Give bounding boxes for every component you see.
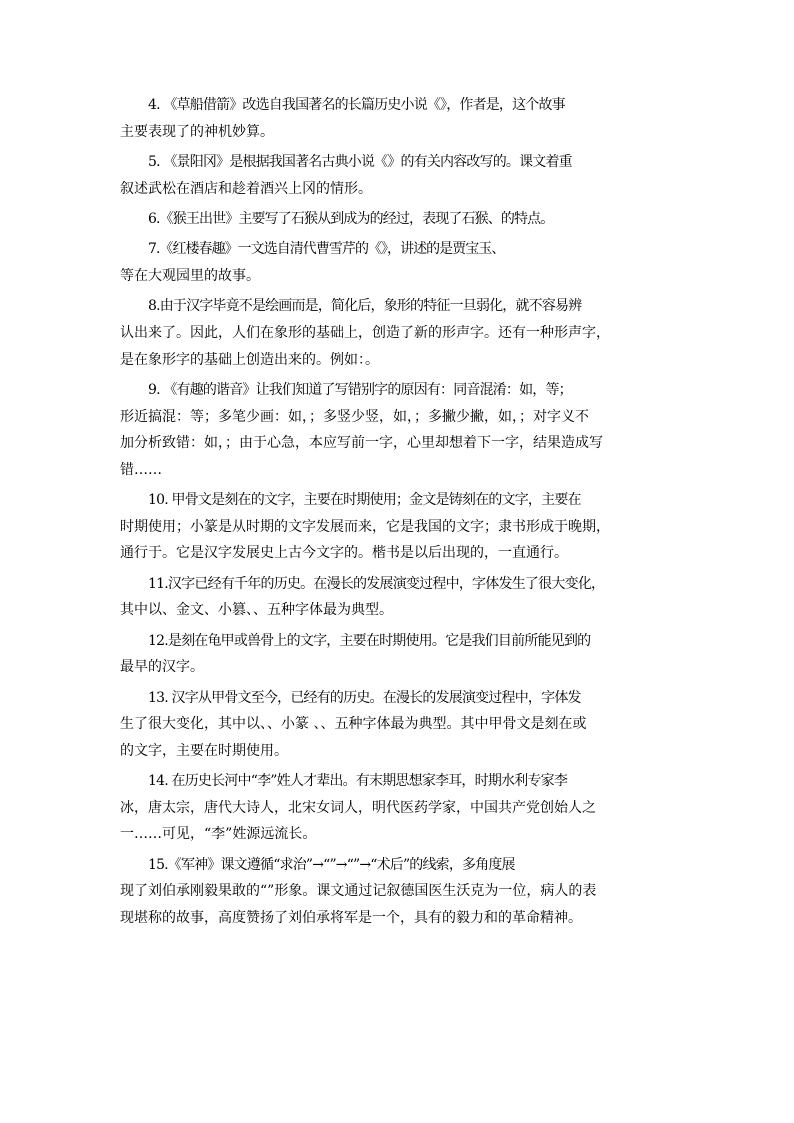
question-item-10 [120,487,676,567]
question-line: 13. 汉字从甲骨文至今，已经有的历史。在漫长的发展演变过程中，字体发 [148,689,581,706]
question-line: 一……可见，“李”姓源远流长。 [120,826,317,843]
question-line: 形近搞混：等；多笔少画：如，；多竖少竖，如，；多撇少撇，如，；对字义不 [120,408,589,425]
question-line: 通行于。它是汉字发展史上古今文字的。楷书是以后出现的，一直通行。 [120,545,568,562]
question-item-14 [120,768,676,848]
question-line: 5. 《景阳冈》是根据我国著名古典小说《》的有关内容改写的。课文着重 [148,153,572,170]
question-line: 其中以、金文、小篡、、五种字体最为典型。 [120,602,393,619]
question-line: 11.汉字已经有千年的历史。在漫长的发展演变过程中，字体发生了很大变化， [148,575,605,592]
question-item-5 [120,149,676,202]
question-line: 9. 《有趣的谐音》让我们知道了写错别字的原因有：同音混淆：如，等； [148,381,572,398]
question-line: 错…… [120,461,162,478]
question-line: 叙述武松在酒店和趁着酒兴上冈的情形。 [120,180,372,197]
question-line: 时期使用；小篆是从时期的文字发展而来，它是我国的文字；隶书形成于晚期， [120,518,610,535]
question-item-13 [120,685,676,765]
question-line: 10. 甲骨文是刻在的文字，主要在时期使用；金文是铸刻在的文字，主要在 [148,492,581,509]
question-line: 14. 在历史长河中“李”姓人才辈出。有末期思想家李耳，时期水利专家李 [148,773,568,790]
question-line: 加分析致错：如，；由于心急，本应写前一字，心里却想着下一字，结果造成写 [120,435,603,452]
question-item-8 [120,293,676,373]
question-line: 6.《猴王出世》主要写了石猴从到成为的经过，表现了石猴、的特点。 [148,210,554,227]
question-line: 主要表现了的神机妙算。 [120,123,274,140]
document-body [120,92,676,935]
question-line: 的文字，主要在时期使用。 [120,742,288,759]
question-item-15 [120,852,676,932]
question-item-12 [120,628,676,681]
question-item-9 [120,377,676,483]
question-line: 等在大观园里的故事。 [120,267,260,284]
question-line: 7.《红楼春趣》一文选自清代曹雪芹的《》，讲述的是贾宝玉、 [148,241,505,258]
question-line: 8.由于汉字毕竟不是绘画而是，简化后，象形的特征一旦弱化，就不容易辨 [148,298,582,315]
question-line: 现堪称的故事，高度赞扬了刘伯承将军是一个，具有的毅力和的革命精神。 [120,909,582,926]
question-line: 15.《军神》课文遵循“求治”→“”→“”→“术后”的线索，多角度展 [148,856,515,873]
question-line: 冰，唐太宗，唐代大诗人，北宋女词人，明代医药学家，中国共产党创始人之 [120,799,596,816]
question-line: 最早的汉字。 [120,659,204,676]
question-line: 现了刘伯承刚毅果敢的“”形象。课文通过记叙德国医生沃克为一位，病人的表 [120,883,597,900]
question-line: 认出来了。因此，人们在象形的基础上，创造了新的形声字。还有一种形声字， [120,324,610,341]
question-line: 生了很大变化，其中以、、小篆 、、五种字体最为典型。其中甲骨文是刻在或 [120,716,587,733]
question-item-6 [120,206,676,233]
question-item-4 [120,92,676,145]
question-line: 4. 《草船借箭》改选自我国著名的长篇历史小说《》，作者是，这个故事 [148,97,565,113]
question-line: 是在象形字的基础上创造出来的。例如：。 [120,351,379,368]
question-item-11 [120,571,676,624]
question-item-7 [120,236,676,289]
question-line: 12.是刻在龟甲或兽骨上的文字，主要在时期使用。它是我们目前所能见到的 [148,632,591,649]
